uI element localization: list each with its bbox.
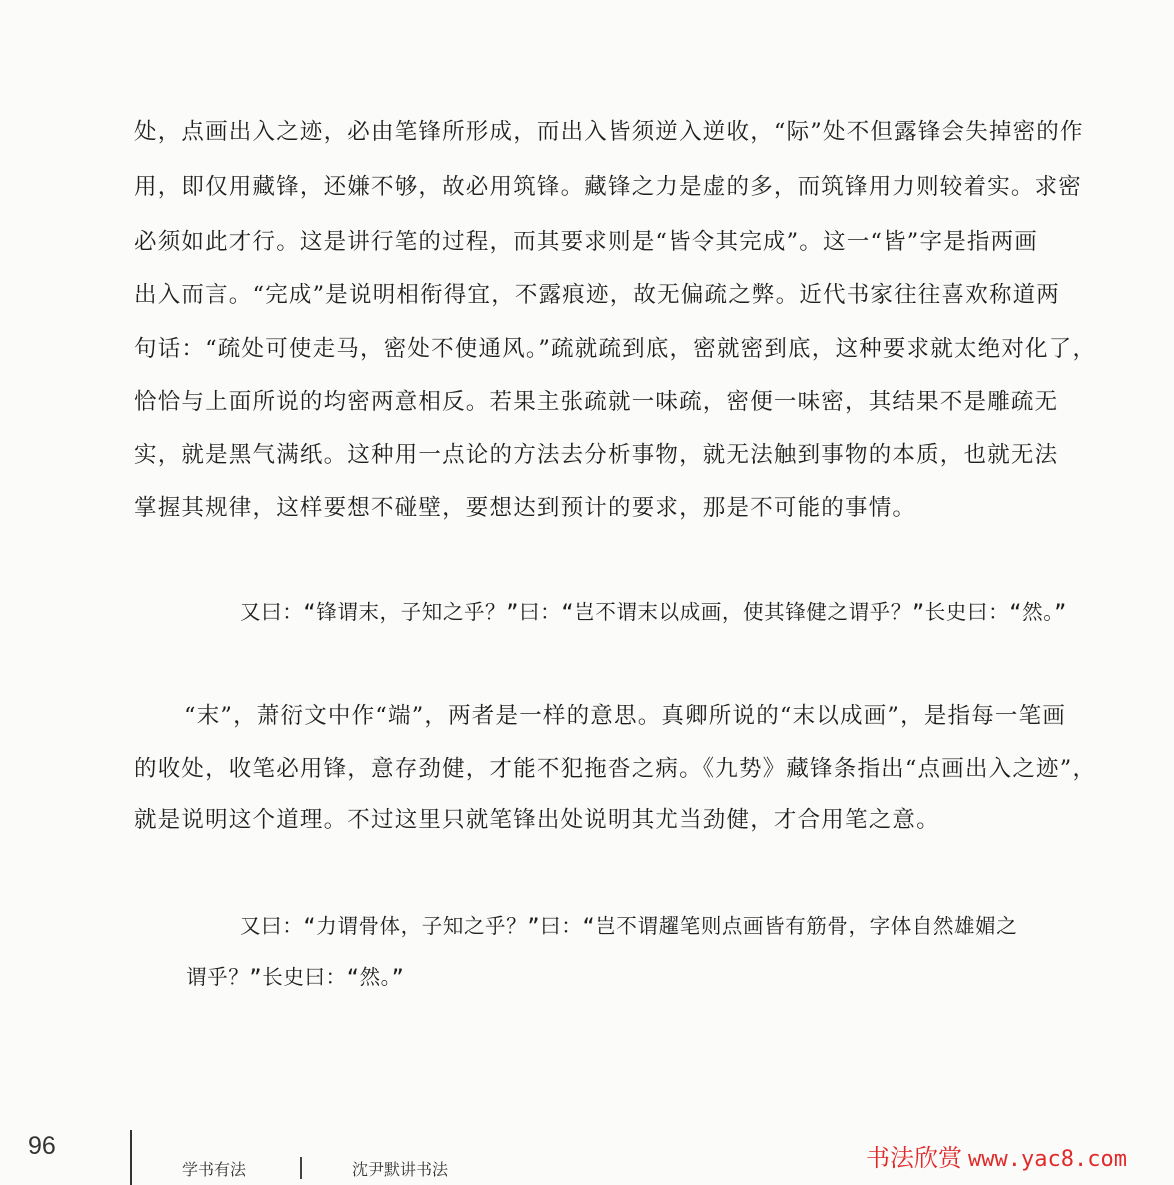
body-line: 就是说明这个道理。不过这里只就笔锋出处说明其尤当劲健，才合用笔之意。 [134, 807, 940, 833]
watermark-text: 书法欣赏 [866, 1144, 962, 1172]
body-line: 处，点画出入之迹，必由笔锋所形成，而出入皆须逆入逆收，“际”处不但露锋会失掉密的作 [134, 119, 1084, 145]
body-line: “末”，萧衍文中作“端”，两者是一样的意思。真卿所说的“末以成画”，是指每一笔画 [184, 703, 1067, 729]
footer-divider [130, 1130, 132, 1185]
quote-line: 谓乎？”长史曰：“然。” [186, 965, 405, 989]
body-line: 句话：“疏处可使走马，密处不使通风。”疏就疏到底，密就密到底，这种要求就太绝对化了， [134, 336, 1097, 362]
footer-separator [300, 1157, 302, 1179]
body-line: 出入而言。“完成”是说明相衔得宜，不露痕迹，故无偏疏之弊。近代书家往往喜欢称道两 [134, 282, 1061, 308]
body-line: 必须如此才行。这是讲行笔的过程，而其要求则是“皆令其完成”。这一“皆”字是指两画 [134, 229, 1039, 255]
quote-line: 又曰：“力谓骨体，子知之乎？”曰：“岂不谓趯笔则点画皆有筋骨，字体自然雄媚之 [240, 914, 1018, 938]
series-title: 学书有法 [182, 1160, 247, 1179]
body-line: 掌握其规律，这样要想不碰壁，要想达到预计的要求，那是不可能的事情。 [134, 495, 917, 521]
page-number: 96 [28, 1132, 56, 1160]
body-line: 用，即仅用藏锋，还嫌不够，故必用筑锋。藏锋之力是虚的多，而筑锋用力则较着实。求密 [134, 174, 1083, 200]
body-line: 的收处，收笔必用锋，意存劲健，才能不犯拖沓之病。《九势》藏锋条指出“点画出入之迹”， [134, 756, 1097, 782]
body-line: 实，就是黑气满纸。这种用一点论的方法去分析事物，就无法触到事物的本质，也就无法 [134, 442, 1059, 468]
watermark [866, 1138, 1127, 1173]
quote-block-1: 又曰：“锋谓末，子知之乎？”曰：“岂不谓末以成画，使其锋健之谓乎？”长史曰：“然。” [240, 600, 1067, 624]
body-line: 恰恰与上面所说的均密两意相反。若果主张疏就一味疏，密便一味密，其结果不是雕疏无 [134, 389, 1059, 415]
watermark-url: www.yac8.com [968, 1147, 1127, 1172]
book-title: 沈尹默讲书法 [352, 1160, 449, 1179]
